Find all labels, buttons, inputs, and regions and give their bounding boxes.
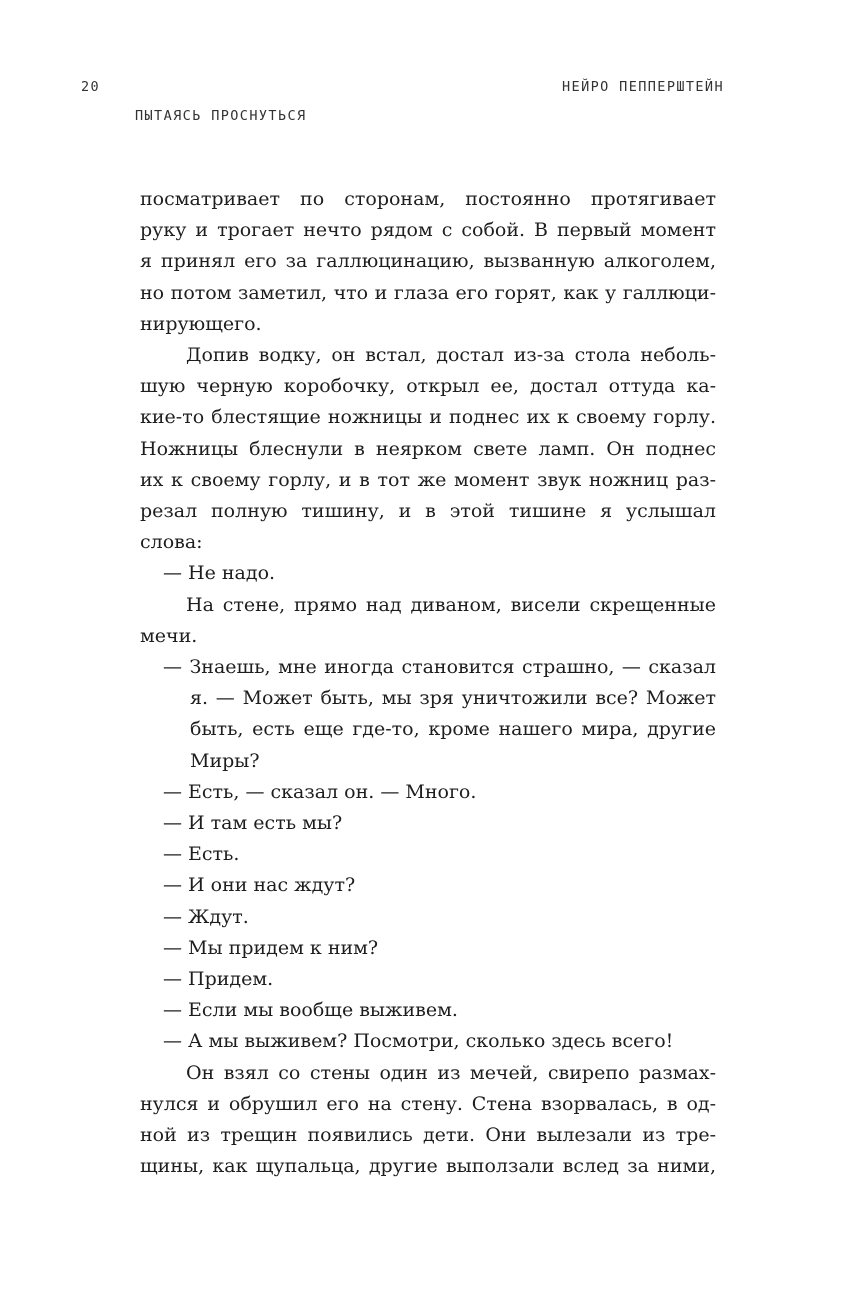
text-line: Допив водку, он встал, достал из-за стола неболь- <box>186 344 716 367</box>
page-body-text <box>140 184 716 1183</box>
text-line: щины, как щупальца, другие выползали вслед за ними, <box>140 1155 716 1178</box>
text-line: но потом заметил, что и глаза его горят, как у галлюци- <box>140 281 716 304</box>
text-line: слова: <box>140 531 203 554</box>
text-line: Ножницы блеснули в неярком свете ламп. Он поднес <box>140 437 716 460</box>
text-line: я принял его за галлюцинацию, вызванную алкоголем, <box>140 250 716 273</box>
text-line: мечи. <box>140 624 198 647</box>
text-line: ной из трещин появились дети. Они вылезали из тре- <box>140 1124 716 1147</box>
text-line: их к своему горлу, и в тот же момент звук ножниц раз- <box>140 468 716 491</box>
dialogue-line: — Знаешь, мне иногда становится страшно, — сказал <box>163 656 716 679</box>
dialogue-line: — Есть, — сказал он. — Много. <box>163 780 477 803</box>
dialogue-line: я. — Может быть, мы зря уничтожили все? Может <box>190 687 716 710</box>
text-line: посматривает по сторонам, постоянно протягивает <box>140 188 716 210</box>
text-line: шую черную коробочку, открыл ее, достал оттуда ка- <box>140 375 716 398</box>
dialogue-line: — Если мы вообще выживем. <box>163 999 458 1022</box>
dialogue-line: — Придем. <box>163 968 274 991</box>
dialogue-line: — А мы выживем? Посмотри, сколько здесь всего! <box>163 1030 674 1053</box>
dialogue-line: — И они нас ждут? <box>163 874 356 897</box>
dialogue-line: — Не надо. <box>163 562 276 585</box>
dialogue-line: — Мы придем к ним? <box>163 936 379 959</box>
dialogue-line: — Ждут. <box>163 905 249 928</box>
text-line: руку и трогает нечто рядом с собой. В первый момент <box>140 219 716 242</box>
text-line: Он взял со стены один из мечей, свирепо размах- <box>186 1061 716 1084</box>
text-line: нирующего. <box>140 312 262 335</box>
running-header-title: ПЫТАЯСЬ ПРОСНУТЬСЯ <box>135 108 307 124</box>
running-header-author: НЕЙРО ПЕППЕРШТЕЙН <box>562 79 724 95</box>
text-line: резал полную тишину, и в этой тишине я услышал <box>140 500 716 523</box>
text-line: кие-то блестящие ножницы и поднес их к своему горлу. <box>140 406 716 429</box>
dialogue-line: — И там есть мы? <box>163 812 343 835</box>
text-line: нулся и обрушил его на стену. Стена взорвалась, в од- <box>140 1092 716 1115</box>
page-number: 20 <box>81 79 101 95</box>
dialogue-line: Миры? <box>190 749 260 772</box>
dialogue-line: — Есть. <box>163 843 240 866</box>
text-line: На стене, прямо над диваном, висели скрещенные <box>186 593 716 616</box>
dialogue-line: быть, есть еще где-то, кроме нашего мира, другие <box>190 718 716 741</box>
